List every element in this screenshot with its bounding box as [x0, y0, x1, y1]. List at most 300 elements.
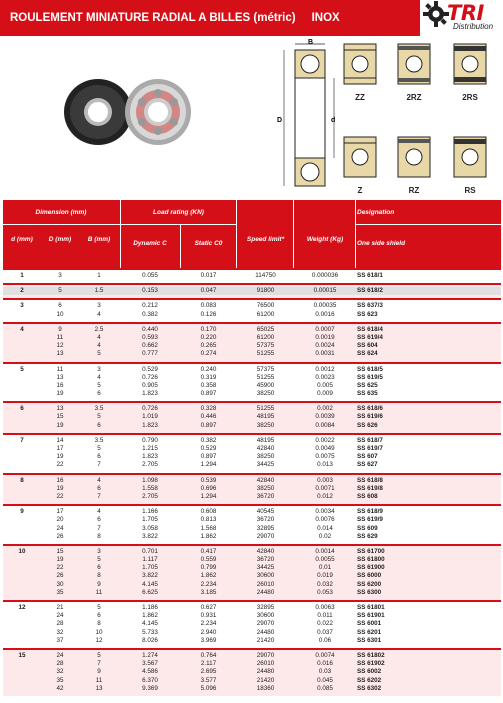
- cell-width-B: 9: [97, 580, 101, 588]
- cell-width-B: 4: [97, 310, 101, 318]
- logo-subtext: Distribution: [453, 22, 494, 31]
- table-row: [3, 677, 501, 685]
- cell-dynamic: 0.777: [142, 350, 158, 358]
- cell-static: 0.813: [200, 516, 217, 524]
- cell-speed: 36720: [256, 492, 275, 500]
- cell-outer-D: 32: [56, 628, 64, 636]
- cell-weight: 0.00035: [313, 302, 337, 310]
- cell-static: 0.559: [200, 556, 217, 564]
- cell-width-B: 3.5: [94, 436, 104, 444]
- header-one-side: One side shield: [357, 240, 406, 247]
- cell-width-B: 5: [97, 350, 101, 358]
- cell-dynamic: 0.440: [142, 325, 158, 333]
- cell-static: 0.328: [200, 405, 217, 413]
- cell-speed: 48195: [256, 413, 275, 421]
- cell-width-B: 6: [97, 453, 101, 461]
- table-row: [3, 350, 501, 358]
- cell-outer-D: 17: [56, 508, 64, 516]
- cell-static: 0.799: [200, 564, 217, 572]
- cell-weight: 0.002: [317, 405, 333, 413]
- cell-dynamic: 4.145: [142, 620, 158, 628]
- cell-outer-D: 15: [56, 547, 64, 555]
- cell-speed: 36720: [256, 556, 275, 564]
- cell-outer-D: 26: [56, 572, 64, 580]
- table-row: [3, 581, 501, 589]
- cell-width-B: 4: [97, 508, 101, 516]
- cell-outer-D: 17: [56, 445, 64, 452]
- variant-label-z: Z: [357, 186, 363, 195]
- table-row: [3, 334, 501, 342]
- cell-outer-D: 13: [56, 350, 64, 358]
- cell-width-B: 4: [97, 476, 101, 484]
- cell-designation: SS 618/5: [357, 365, 383, 373]
- cell-width-B: 11: [95, 588, 103, 596]
- header-dynamic: Dynamic C: [133, 240, 167, 247]
- diagram-label-B: B: [308, 39, 314, 46]
- table-row: [3, 287, 501, 295]
- cell-static: 1.294: [200, 492, 217, 500]
- cell-designation: SS 626: [357, 421, 378, 429]
- cell-dynamic: 1.558: [142, 484, 158, 492]
- cell-speed: 61200: [256, 310, 275, 318]
- cell-outer-D: 14: [56, 436, 64, 444]
- cell-designation: SS 635: [357, 390, 378, 398]
- cell-designation: SS 619/8: [357, 484, 383, 492]
- table-row: [3, 477, 501, 485]
- cell-dynamic: 1.862: [142, 612, 158, 620]
- cell-static: 2.695: [200, 668, 217, 676]
- cell-designation: SS 6302: [357, 684, 382, 692]
- cell-weight: 0.019: [317, 572, 333, 580]
- cell-speed: 26010: [256, 580, 275, 588]
- cell-outer-D: 35: [56, 588, 64, 596]
- cell-outer-D: 20: [56, 516, 64, 524]
- cell-dynamic: 1.274: [142, 651, 158, 659]
- table-group: [3, 362, 501, 402]
- cell-outer-D: 15: [56, 413, 64, 421]
- cell-dynamic: 0.382: [142, 310, 158, 318]
- cell-dynamic: 3.567: [142, 660, 158, 668]
- table-row: [3, 453, 501, 461]
- cell-speed: 51255: [256, 373, 275, 381]
- table-group: [3, 504, 501, 544]
- title-bar: [0, 0, 420, 36]
- cell-speed: 40545: [256, 508, 275, 516]
- cell-outer-D: 24: [56, 651, 64, 659]
- cell-designation: SS 6002: [357, 668, 382, 676]
- cell-bore-d: 15: [18, 651, 26, 659]
- cell-outer-D: 32: [56, 668, 64, 676]
- cell-outer-D: 11: [56, 365, 64, 373]
- cell-speed: 24480: [256, 628, 275, 636]
- cell-outer-D: 3: [58, 272, 62, 279]
- cell-weight: 0.0016: [315, 310, 335, 318]
- cell-dynamic: 0.726: [142, 373, 158, 381]
- cell-width-B: 11: [95, 676, 103, 684]
- table-row: [3, 660, 501, 668]
- table-row: [3, 612, 501, 620]
- cell-static: 3.577: [200, 676, 217, 684]
- table-group: [3, 600, 501, 648]
- cell-weight: 0.009: [317, 390, 333, 398]
- cell-static: 0.897: [200, 453, 217, 461]
- cell-bore-d: 9: [20, 508, 24, 516]
- cell-speed: 34425: [256, 564, 275, 572]
- cell-speed: 34425: [256, 461, 275, 469]
- cell-outer-D: 22: [56, 564, 64, 572]
- cell-dynamic: 3.822: [142, 532, 158, 540]
- cell-designation: SS 618/1: [357, 272, 383, 279]
- cell-static: 1.862: [200, 572, 217, 580]
- cell-bore-d: 6: [20, 405, 24, 413]
- cell-weight: 0.0012: [315, 365, 335, 373]
- variant-zz-icon: [340, 42, 380, 88]
- cell-outer-D: 19: [56, 484, 64, 492]
- cell-bore-d: 4: [20, 325, 24, 333]
- cell-speed: 42840: [256, 445, 275, 452]
- cell-speed: 38250: [256, 421, 275, 429]
- cell-width-B: 8: [97, 532, 101, 540]
- cell-weight: 0.011: [317, 612, 333, 620]
- table-row: [3, 485, 501, 493]
- header-B: B (mm): [87, 236, 111, 243]
- cell-static: 0.240: [200, 365, 217, 373]
- cell-designation: SS 619/4: [357, 333, 383, 341]
- variant-2rs-icon: [450, 42, 490, 88]
- variant-label-2rs: 2RS: [462, 93, 478, 102]
- table-row: [3, 652, 501, 660]
- cell-static: 2.234: [200, 620, 217, 628]
- cell-static: 0.358: [200, 381, 217, 389]
- header-speed: Speed limit*: [246, 236, 285, 243]
- cell-outer-D: 6: [58, 302, 62, 310]
- cell-dynamic: 0.701: [142, 547, 158, 555]
- table-row: [3, 445, 501, 453]
- cell-weight: 0.013: [317, 461, 333, 469]
- cell-dynamic: 0.212: [142, 302, 158, 310]
- cell-weight: 0.02: [318, 532, 332, 540]
- cell-speed: 36720: [256, 516, 275, 524]
- gear-icon: [423, 1, 449, 27]
- cell-weight: 0.0022: [315, 436, 335, 444]
- cell-weight: 0.000036: [311, 272, 339, 279]
- cell-designation: SS 6202: [357, 676, 382, 684]
- cell-outer-D: 11: [56, 333, 64, 341]
- cell-weight: 0.01: [318, 564, 332, 572]
- cell-outer-D: 35: [56, 676, 64, 684]
- cell-dynamic: 0.726: [142, 405, 158, 413]
- cell-static: 0.446: [200, 413, 217, 421]
- cell-outer-D: 22: [56, 461, 64, 469]
- cell-width-B: 3: [97, 365, 101, 373]
- cell-designation: SS 629: [357, 532, 378, 540]
- cell-width-B: 3: [97, 302, 101, 310]
- table-row: [3, 422, 501, 430]
- table-row: [3, 564, 501, 572]
- cell-static: 1.568: [200, 524, 217, 532]
- cell-static: 0.265: [200, 342, 217, 350]
- cell-dynamic: 1.823: [142, 390, 158, 398]
- cell-weight: 0.0014: [315, 547, 335, 555]
- table-row: [3, 390, 501, 398]
- cell-width-B: 4: [97, 342, 101, 350]
- cell-dynamic: 1.823: [142, 453, 158, 461]
- cell-speed: 51255: [256, 405, 275, 413]
- table-row: [3, 366, 501, 374]
- table-group: [3, 648, 501, 696]
- cell-static: 0.170: [200, 325, 217, 333]
- cell-speed: 57375: [256, 342, 275, 350]
- cell-weight: 0.003: [317, 476, 333, 484]
- cell-outer-D: 10: [56, 310, 64, 318]
- cell-static: 0.047: [200, 287, 217, 295]
- cell-weight: 0.022: [317, 620, 333, 628]
- cell-dynamic: 1.166: [142, 508, 158, 516]
- table-row: [3, 525, 501, 533]
- cell-static: 5.096: [200, 684, 217, 692]
- cell-weight: 0.0023: [315, 373, 335, 381]
- cell-outer-D: 12: [56, 342, 64, 350]
- cell-dynamic: 3.822: [142, 572, 158, 580]
- cell-designation: SS 607: [357, 453, 378, 461]
- cell-dynamic: 2.705: [142, 461, 158, 469]
- cell-width-B: 6: [97, 516, 101, 524]
- cell-designation: SS 619/5: [357, 373, 383, 381]
- cell-width-B: 8: [97, 620, 101, 628]
- cell-width-B: 12: [95, 636, 103, 644]
- cell-speed: 45900: [256, 381, 275, 389]
- cell-speed: 26010: [256, 660, 275, 668]
- cell-bore-d: 5: [20, 365, 24, 373]
- cell-outer-D: 28: [56, 660, 64, 668]
- cell-dynamic: 1.705: [142, 516, 158, 524]
- cell-speed: 51255: [256, 350, 275, 358]
- header-D: D (mm): [48, 236, 72, 243]
- cell-bore-d: 1: [20, 272, 24, 279]
- cell-weight: 0.0007: [315, 325, 335, 333]
- cell-width-B: 5: [97, 556, 101, 564]
- cell-static: 0.539: [200, 476, 217, 484]
- cell-width-B: 6: [97, 484, 101, 492]
- cell-designation: SS 619/9: [357, 516, 383, 524]
- cell-speed: 24480: [256, 668, 275, 676]
- cell-weight: 0.016: [317, 660, 333, 668]
- cell-outer-D: 13: [56, 405, 64, 413]
- table-row: [3, 374, 501, 382]
- cell-weight: 0.0049: [315, 445, 335, 452]
- cell-static: 0.382: [200, 436, 217, 444]
- cell-static: 0.897: [200, 421, 217, 429]
- cell-speed: 29070: [256, 651, 275, 659]
- table-row: [3, 604, 501, 612]
- cell-outer-D: 22: [56, 492, 64, 500]
- cell-designation: SS 6300: [357, 588, 382, 596]
- cell-dynamic: 0.790: [142, 436, 158, 444]
- cell-width-B: 1.5: [94, 287, 104, 295]
- variant-2rz-icon: [394, 42, 434, 88]
- cell-designation: SS 618/9: [357, 508, 383, 516]
- table-row: [3, 589, 501, 597]
- variant-label-rz: RZ: [408, 186, 420, 195]
- cell-weight: 0.053: [317, 588, 333, 596]
- cell-designation: SS 61700: [357, 547, 385, 555]
- cell-weight: 0.045: [317, 676, 333, 684]
- cell-dynamic: 0.529: [142, 365, 158, 373]
- cell-dynamic: 4.586: [142, 668, 158, 676]
- cell-dynamic: 3.058: [142, 524, 158, 532]
- header-weight: Weight (Kg): [306, 236, 344, 243]
- cell-width-B: 5: [97, 604, 101, 611]
- cell-static: 1.294: [200, 461, 217, 469]
- cell-outer-D: 30: [56, 580, 64, 588]
- table-header: [3, 200, 501, 268]
- cell-weight: 0.0075: [315, 453, 335, 461]
- cell-width-B: 6: [97, 612, 101, 620]
- cell-speed: 91800: [256, 287, 275, 295]
- cell-speed: 38250: [256, 390, 275, 398]
- cell-dynamic: 9.369: [142, 684, 158, 692]
- cell-dynamic: 8.026: [142, 636, 158, 644]
- bearing-table: [3, 200, 501, 696]
- cell-static: 3.185: [200, 588, 217, 596]
- cell-weight: 0.0031: [315, 350, 335, 358]
- cell-bore-d: 10: [18, 547, 26, 555]
- logo-text: TRI: [447, 1, 484, 25]
- cell-weight: 0.0019: [315, 333, 335, 341]
- table-row: [3, 685, 501, 693]
- cell-outer-D: 19: [56, 556, 64, 564]
- cell-outer-D: 24: [56, 612, 64, 620]
- variant-label-2rz: 2RZ: [406, 93, 422, 102]
- cell-width-B: 4: [97, 333, 101, 341]
- cell-static: 0.417: [200, 547, 217, 555]
- header-designation: Designation: [357, 209, 395, 216]
- cell-weight: 0.0074: [315, 651, 335, 659]
- cell-dynamic: 6.370: [142, 676, 158, 684]
- table-row: [3, 326, 501, 334]
- cell-speed: 29070: [256, 620, 275, 628]
- cell-weight: 0.085: [317, 684, 333, 692]
- cell-outer-D: 19: [56, 421, 64, 429]
- cell-static: 0.696: [200, 484, 217, 492]
- cell-static: 2.117: [200, 660, 217, 668]
- cell-dynamic: 1.705: [142, 564, 158, 572]
- table-row: [3, 629, 501, 637]
- cell-speed: 38250: [256, 453, 275, 461]
- cell-outer-D: 19: [56, 453, 64, 461]
- table-group: [3, 322, 501, 362]
- cell-static: 3.969: [200, 636, 217, 644]
- cell-weight: 0.03: [318, 668, 332, 676]
- table-group: [3, 401, 501, 433]
- table-row: [3, 382, 501, 390]
- cell-speed: 32895: [256, 524, 275, 532]
- cell-width-B: 10: [95, 628, 103, 636]
- cell-designation: SS 619/6: [357, 413, 383, 421]
- table-row: [3, 556, 501, 564]
- table-row: [3, 572, 501, 580]
- cell-weight: 0.032: [317, 580, 333, 588]
- cell-designation: SS 61901: [357, 612, 385, 620]
- cell-designation: SS 624: [357, 350, 378, 358]
- cell-width-B: 5: [97, 651, 101, 659]
- cell-designation: SS 61900: [357, 564, 385, 572]
- variant-rz-icon: [394, 135, 434, 181]
- cell-designation: SS 619/7: [357, 445, 383, 452]
- cell-designation: SS 61800: [357, 556, 385, 564]
- table-group: [3, 473, 501, 505]
- cell-bore-d: 3: [20, 302, 24, 310]
- table-row: [3, 637, 501, 645]
- cell-designation: SS 6201: [357, 628, 382, 636]
- cell-width-B: 7: [97, 660, 101, 668]
- header-static: Static C0: [194, 240, 223, 247]
- cell-bore-d: 2: [20, 287, 24, 295]
- cell-weight: 0.00015: [313, 287, 337, 295]
- cell-outer-D: 5: [58, 287, 62, 295]
- cell-outer-D: 24: [56, 524, 64, 532]
- cell-static: 0.083: [200, 302, 217, 310]
- table-row: [3, 413, 501, 421]
- cell-static: 0.627: [200, 604, 217, 611]
- cell-speed: 61200: [256, 333, 275, 341]
- cell-outer-D: 16: [56, 476, 64, 484]
- cell-speed: 30600: [256, 572, 275, 580]
- variant-z-icon: [340, 135, 380, 181]
- table-row: [3, 533, 501, 541]
- cell-static: 2.234: [200, 580, 217, 588]
- cell-static: 0.529: [200, 445, 217, 452]
- table-row: [3, 461, 501, 469]
- cell-dynamic: 1.186: [142, 604, 158, 611]
- cell-width-B: 3: [97, 547, 101, 555]
- cell-static: 2.940: [200, 628, 217, 636]
- cell-speed: 32895: [256, 604, 275, 611]
- cell-dynamic: 1.215: [142, 445, 158, 452]
- cell-width-B: 5: [97, 445, 101, 452]
- title-suffix: INOX: [311, 12, 340, 24]
- cell-weight: 0.005: [317, 381, 333, 389]
- cell-weight: 0.06: [318, 636, 332, 644]
- cell-speed: 65025: [256, 325, 275, 333]
- cell-speed: 29070: [256, 532, 275, 540]
- cell-dynamic: 0.153: [142, 287, 158, 295]
- table-row: [3, 668, 501, 676]
- cell-outer-D: 13: [56, 373, 64, 381]
- cell-width-B: 6: [97, 421, 101, 429]
- cell-speed: 21420: [256, 636, 275, 644]
- table-group: [3, 544, 501, 600]
- cell-designation: SS 618/4: [357, 325, 383, 333]
- cell-designation: SS 6000: [357, 572, 382, 580]
- cell-width-B: 4: [97, 373, 101, 381]
- table-row: [3, 508, 501, 516]
- cell-outer-D: 28: [56, 620, 64, 628]
- cell-bore-d: 12: [18, 604, 26, 611]
- cell-width-B: 1: [97, 272, 101, 279]
- cell-static: 0.220: [200, 333, 217, 341]
- header-load: Load rating (KN): [153, 209, 204, 216]
- cell-outer-D: 26: [56, 532, 64, 540]
- cell-static: 0.764: [200, 651, 217, 659]
- cell-static: 0.017: [200, 272, 217, 279]
- cell-weight: 0.014: [317, 524, 333, 532]
- table-row: [3, 272, 501, 280]
- cell-designation: SS 618/7: [357, 436, 383, 444]
- cell-designation: SS 625: [357, 381, 378, 389]
- cell-speed: 42840: [256, 547, 275, 555]
- cell-static: 0.931: [200, 612, 217, 620]
